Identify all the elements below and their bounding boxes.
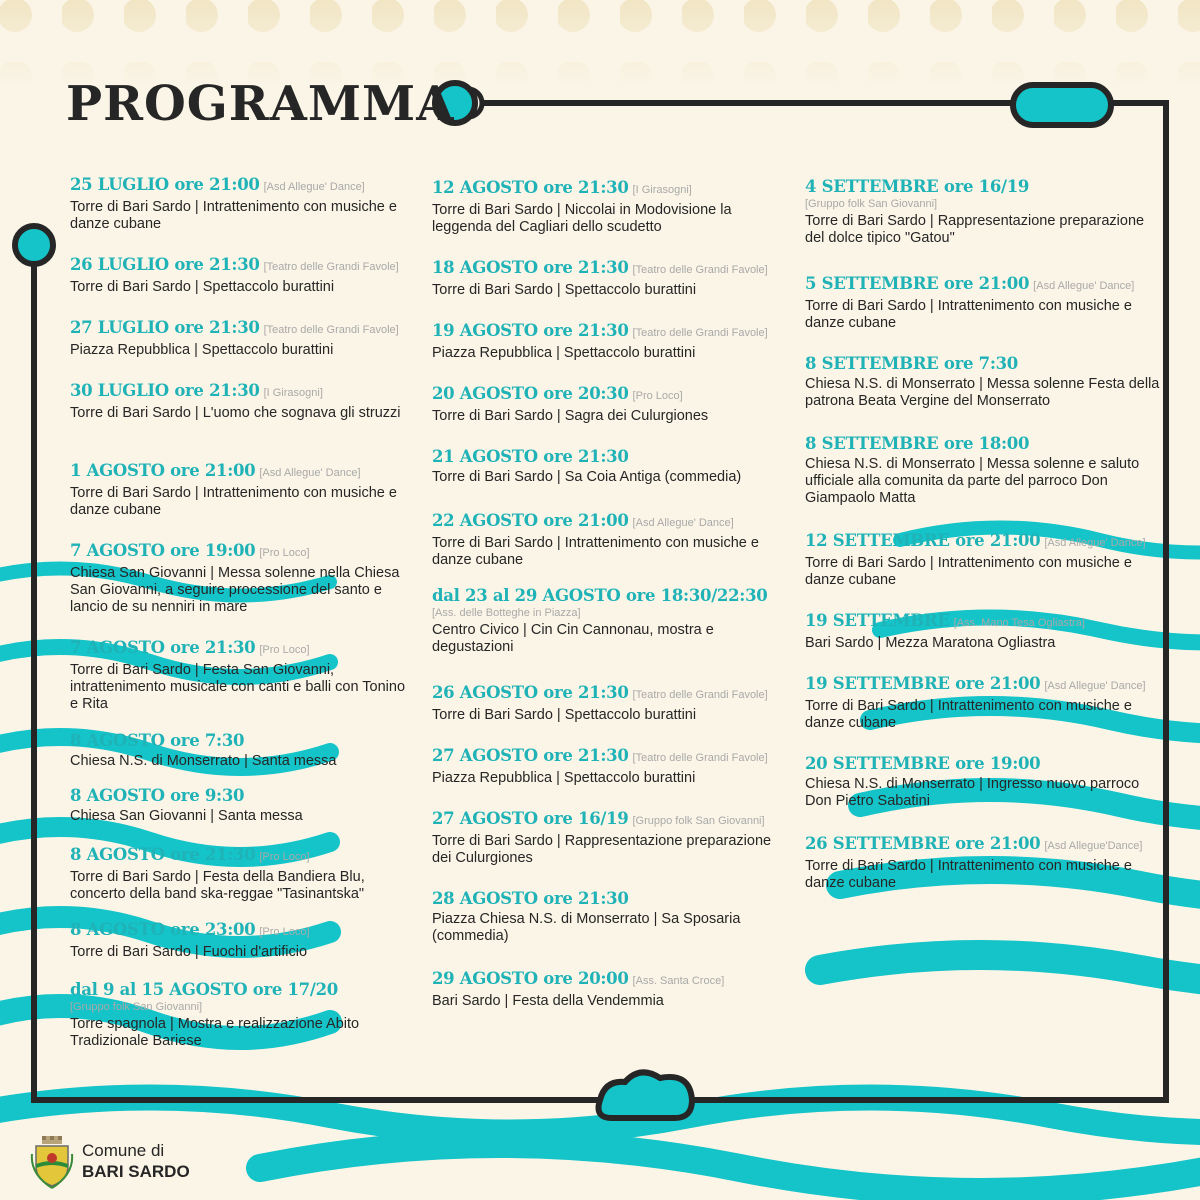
event-description: Torre di Bari Sardo | Intrattenimento con musiche e danze cubane bbox=[70, 199, 397, 232]
event-date: 26 LUGLIO ore 21:30 [Teatro delle Grandi Favole] bbox=[70, 255, 399, 274]
event-organizer: [Teatro delle Grandi Favole] bbox=[632, 689, 768, 701]
event-organizer: [Pro Loco] bbox=[259, 851, 310, 863]
municipality-name bbox=[82, 1141, 190, 1183]
event-date: 4 SETTEMBRE ore 16/19 bbox=[805, 177, 1030, 196]
event-item bbox=[805, 674, 1160, 732]
event-organizer: [Pro Loco] bbox=[259, 926, 310, 938]
event-item bbox=[432, 586, 787, 656]
event-description: Piazza Chiesa N.S. di Monserrato | Sa Sposaria (commedia) bbox=[432, 911, 741, 944]
event-date: 5 SETTEMBRE ore 21:00 [Asd Allegue' Dance] bbox=[805, 274, 1135, 293]
event-description: Torre di Bari Sardo | Rappresentazione preparazione dei Culurgiones bbox=[432, 833, 772, 866]
event-item bbox=[70, 731, 410, 770]
event-description: Chiesa N.S. di Monserrato | Messa solenne Festa della patrona Beata Vergine del Monserrato bbox=[805, 376, 1160, 409]
event-date: 18 AGOSTO ore 21:30 [Teatro delle Grandi Favole] bbox=[432, 258, 768, 277]
event-date: 19 SETTEMBRE ore 21:00 [Asd Allegue' Dance] bbox=[805, 674, 1146, 693]
event-description: Piazza Repubblica | Spettaccolo burattini bbox=[70, 342, 334, 358]
event-description: Torre di Bari Sardo | Intrattenimento con musiche e danze cubane bbox=[70, 485, 397, 518]
event-description: Chiesa San Giovanni | Messa solenne nella Chiesa San Giovanni, a seguire processione del santo e lancio de su nenniri in mare bbox=[70, 565, 400, 615]
event-organizer: [I Girasogni] bbox=[263, 387, 323, 399]
event-description: Torre di Bari Sardo | Niccolai in Modovisione la leggenda del Cagliari dello scudetto bbox=[432, 202, 732, 235]
event-organizer: [Teatro delle Grandi Favole] bbox=[632, 264, 768, 276]
event-item bbox=[432, 969, 787, 1010]
event-description: Torre di Bari Sardo | Spettaccolo burattini bbox=[432, 282, 697, 298]
event-description: Torre di Bari Sardo | Rappresentazione preparazione del dolce tipico "Gatou" bbox=[805, 213, 1145, 246]
event-date: 12 AGOSTO ore 21:30 [I Girasogni] bbox=[432, 178, 692, 197]
event-date: 8 SETTEMBRE ore 18:00 bbox=[805, 434, 1030, 453]
event-item bbox=[432, 683, 787, 724]
event-date: 30 LUGLIO ore 21:30 [I Girasogni] bbox=[70, 381, 323, 400]
event-description: Chiesa San Giovanni | Santa messa bbox=[70, 808, 303, 824]
event-item bbox=[805, 531, 1160, 589]
event-date: 27 AGOSTO ore 16/19 [Gruppo folk San Giovanni] bbox=[432, 809, 765, 828]
event-organizer: [Ass. Mano Tesa Ogliastra] bbox=[953, 617, 1085, 629]
event-item bbox=[805, 434, 1160, 507]
event-description: Chiesa N.S. di Monserrato | Ingresso nuovo parroco Don Pietro Sabatini bbox=[805, 776, 1140, 809]
event-description: Torre spagnola | Mostra e realizzazione Abito Tradizionale Bariese bbox=[70, 1016, 360, 1049]
event-item bbox=[805, 754, 1160, 810]
event-date: 20 SETTEMBRE ore 19:00 bbox=[805, 754, 1041, 773]
event-date: 8 AGOSTO ore 21:30 [Pro Loco] bbox=[70, 845, 310, 864]
event-organizer: [Asd Allegue' Dance] bbox=[1044, 680, 1146, 692]
event-date: 19 AGOSTO ore 21:30 [Teatro delle Grandi Favole] bbox=[432, 321, 768, 340]
event-date: 8 AGOSTO ore 9:30 bbox=[70, 786, 245, 805]
event-description: Torre di Bari Sardo | Intrattenimento con musiche e danze cubane bbox=[805, 698, 1132, 731]
event-item bbox=[70, 638, 410, 713]
event-date: 21 AGOSTO ore 21:30 bbox=[432, 447, 629, 466]
event-item bbox=[70, 786, 410, 825]
event-description: Torre di Bari Sardo | Festa San Giovanni, intrattenimento musicale con canti e balli con Tonino e Rita bbox=[70, 662, 406, 712]
event-item bbox=[432, 384, 787, 425]
event-description: Torre di Bari Sardo | Sa Coia Antiga (commedia) bbox=[432, 469, 742, 485]
event-item bbox=[432, 746, 787, 787]
event-organizer: [Gruppo folk San Giovanni] bbox=[805, 198, 938, 210]
event-organizer: [Gruppo folk San Giovanni] bbox=[70, 1001, 203, 1013]
event-date: 20 AGOSTO ore 20:30 [Pro Loco] bbox=[432, 384, 683, 403]
event-description: Centro Civico | Cin Cin Cannonau, mostra e degustazioni bbox=[432, 622, 714, 655]
event-item bbox=[432, 178, 787, 236]
event-item bbox=[805, 274, 1160, 332]
event-date: dal 23 al 29 AGOSTO ore 18:30/22:30 bbox=[432, 586, 768, 605]
event-date: 7 AGOSTO ore 21:30 [Pro Loco] bbox=[70, 638, 310, 657]
event-organizer: [Ass. delle Botteghe in Piazza] bbox=[432, 607, 581, 619]
event-item bbox=[70, 255, 410, 296]
event-organizer: [Asd Allegue'Dance] bbox=[1044, 840, 1143, 852]
municipality-line1: Comune di bbox=[82, 1141, 165, 1160]
event-description: Torre di Bari Sardo | Intrattenimento con musiche e danze cubane bbox=[805, 298, 1132, 331]
event-description: Torre di Bari Sardo | Festa della Bandiera Blu, concerto della band ska-reggae "Tasinantska" bbox=[70, 869, 365, 902]
event-item bbox=[70, 461, 410, 519]
event-description: Chiesa N.S. di Monserrato | Messa solenne e saluto ufficiale alla comunita da parte del parroco Don Giampaolo Matta bbox=[805, 456, 1140, 506]
event-description: Torre di Bari Sardo | Sagra dei Culurgiones bbox=[432, 408, 709, 424]
event-item bbox=[432, 447, 787, 486]
event-item bbox=[70, 541, 410, 616]
event-date: 26 AGOSTO ore 21:30 [Teatro delle Grandi Favole] bbox=[432, 683, 768, 702]
event-organizer: [Ass. Santa Croce] bbox=[632, 975, 725, 987]
event-organizer: [Asd Allegue' Dance] bbox=[1044, 537, 1146, 549]
event-item bbox=[432, 321, 787, 362]
event-organizer: [Teatro delle Grandi Favole] bbox=[263, 261, 399, 273]
event-item bbox=[70, 381, 410, 422]
event-organizer: [Gruppo folk San Giovanni] bbox=[632, 815, 765, 827]
event-item bbox=[432, 511, 787, 569]
event-organizer: [Teatro delle Grandi Favole] bbox=[263, 324, 399, 336]
event-description: Bari Sardo | Festa della Vendemmia bbox=[432, 993, 664, 1009]
event-date: 28 AGOSTO ore 21:30 bbox=[432, 889, 629, 908]
event-date: 27 AGOSTO ore 21:30 [Teatro delle Grandi Favole] bbox=[432, 746, 768, 765]
event-item bbox=[70, 980, 410, 1050]
event-date: 29 AGOSTO ore 20:00 [Ass. Santa Croce] bbox=[432, 969, 725, 988]
event-item bbox=[805, 354, 1160, 410]
event-description: Torre di Bari Sardo | Spettaccolo burattini bbox=[432, 707, 697, 723]
event-date: 25 LUGLIO ore 21:00 [Asd Allegue' Dance] bbox=[70, 175, 365, 194]
event-item bbox=[70, 920, 410, 961]
event-item bbox=[70, 318, 410, 359]
event-organizer: [Teatro delle Grandi Favole] bbox=[632, 752, 768, 764]
event-item bbox=[70, 845, 410, 903]
event-date: 8 AGOSTO ore 23:00 [Pro Loco] bbox=[70, 920, 310, 939]
event-description: Bari Sardo | Mezza Maratona Ogliastra bbox=[805, 635, 1056, 651]
event-item bbox=[432, 258, 787, 299]
event-date: dal 9 al 15 AGOSTO ore 17/20 bbox=[70, 980, 338, 999]
event-date: 8 AGOSTO ore 7:30 bbox=[70, 731, 245, 750]
event-item bbox=[432, 889, 787, 945]
event-date: 26 SETTEMBRE ore 21:00 [Asd Allegue'Dance] bbox=[805, 834, 1143, 853]
event-organizer: [Asd Allegue' Dance] bbox=[259, 467, 361, 479]
event-organizer: [I Girasogni] bbox=[632, 184, 692, 196]
event-description: Torre di Bari Sardo | Intrattenimento con musiche e danze cubane bbox=[432, 535, 759, 568]
municipality-line2: BARI SARDO bbox=[82, 1162, 190, 1181]
event-organizer: [Asd Allegue' Dance] bbox=[1033, 280, 1135, 292]
event-description: Torre di Bari Sardo | Intrattenimento con musiche e danze cubane bbox=[805, 555, 1132, 588]
event-date: 12 SETTEMBRE ore 21:00 [Asd Allegue' Dance] bbox=[805, 531, 1146, 550]
event-description: Piazza Repubblica | Spettaccolo burattini bbox=[432, 770, 696, 786]
event-item bbox=[805, 611, 1160, 652]
event-description: Chiesa N.S. di Monserrato | Santa messa bbox=[70, 753, 337, 769]
event-date: 7 AGOSTO ore 19:00 [Pro Loco] bbox=[70, 541, 310, 560]
coat-of-arms-icon bbox=[30, 1134, 74, 1190]
event-description: Torre di Bari Sardo | Intrattenimento con musiche e danze cubane bbox=[805, 858, 1132, 891]
event-item bbox=[805, 177, 1160, 247]
event-item bbox=[432, 809, 787, 867]
event-item bbox=[70, 175, 410, 233]
event-organizer: [Pro Loco] bbox=[632, 390, 683, 402]
event-organizer: [Asd Allegue' Dance] bbox=[263, 181, 365, 193]
event-date: 27 LUGLIO ore 21:30 [Teatro delle Grandi Favole] bbox=[70, 318, 399, 337]
event-description: Torre di Bari Sardo | Spettaccolo burattini bbox=[70, 279, 335, 295]
event-organizer: [Pro Loco] bbox=[259, 547, 310, 559]
event-date: 19 SETTEMBRE [Ass. Mano Tesa Ogliastra] bbox=[805, 611, 1085, 630]
event-organizer: [Pro Loco] bbox=[259, 644, 310, 656]
event-item bbox=[805, 834, 1160, 892]
event-description: Torre di Bari Sardo | L'uomo che sognava gli struzzi bbox=[70, 405, 401, 421]
event-description: Torre di Bari Sardo | Fuochi d'artificio bbox=[70, 944, 308, 960]
event-description: Piazza Repubblica | Spettaccolo burattini bbox=[432, 345, 696, 361]
event-date: 8 SETTEMBRE ore 7:30 bbox=[805, 354, 1018, 373]
page-title: PROGRAMMA bbox=[66, 76, 455, 132]
event-organizer: [Asd Allegue' Dance] bbox=[632, 517, 734, 529]
event-date: 22 AGOSTO ore 21:00 [Asd Allegue' Dance] bbox=[432, 511, 734, 530]
event-organizer: [Teatro delle Grandi Favole] bbox=[632, 327, 768, 339]
event-date: 1 AGOSTO ore 21:00 [Asd Allegue' Dance] bbox=[70, 461, 361, 480]
